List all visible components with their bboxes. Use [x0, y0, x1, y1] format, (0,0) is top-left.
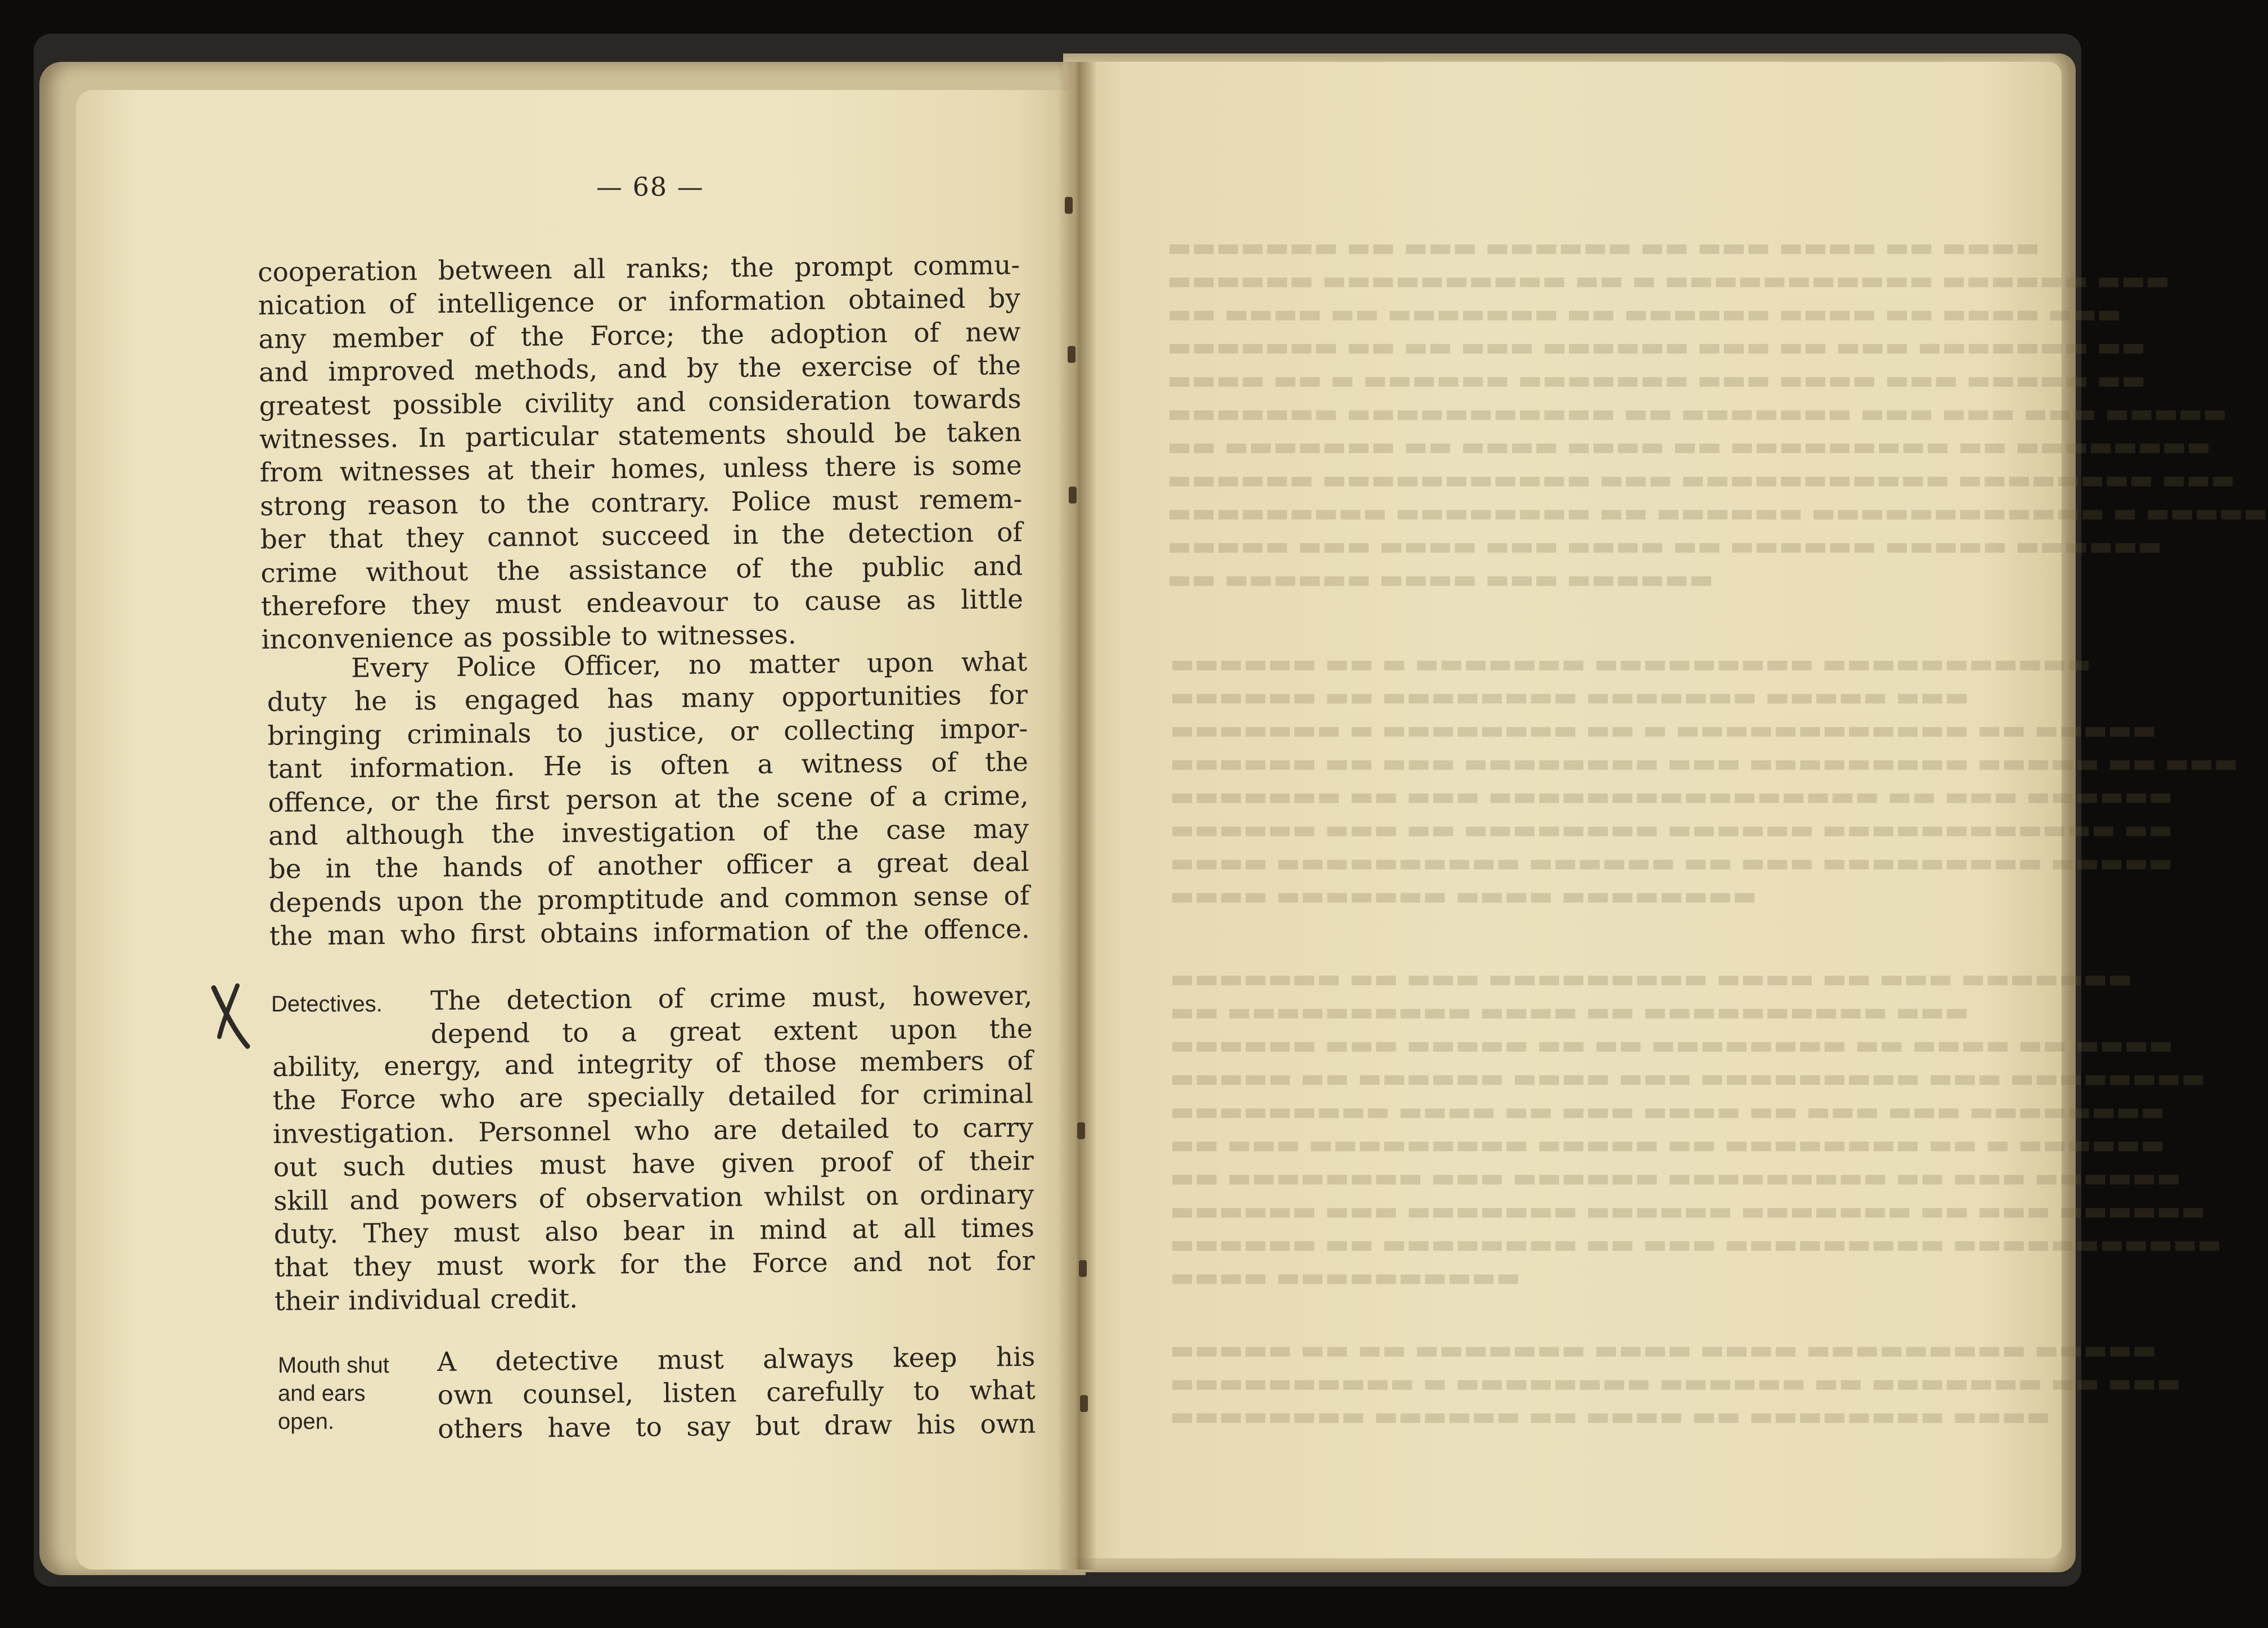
- paragraph-detection-start: [430, 979, 1033, 1051]
- text-line: their individual credit.: [274, 1283, 578, 1317]
- margin-note-line: open.: [278, 1409, 335, 1434]
- text-line: from witnesses at their homes, unless there is some: [259, 450, 1022, 489]
- text-line: therefore they must endeavour to cause as little: [260, 584, 1024, 623]
- text-line: nication of intelligence or information obtained by: [258, 283, 1021, 322]
- margin-note-line: and ears: [278, 1381, 366, 1406]
- text-line: others have to say but draw his own: [438, 1408, 1036, 1445]
- text-line: inconvenience as possible to witnesses.: [261, 619, 796, 656]
- paragraph-cooperation: [258, 249, 1024, 657]
- bleed-through-texture: ▬▬▬▬▬▬▬ ▬▬ ▬▬▬ ▬▬▬▬▬▬▬▬▬ ▬▬▬▬ ▬▬ ▬▬▬ ▬▬▬▬▬▬▬ ▬▬ ▬▬▬▬▬▬▬▬▬▬ ▬▬▬▬ ▬▬ ▬▬▬▬▬▬▬▬▬▬ ▬▬▬ ▬▬▬▬▬▬ ▬▬▬ ▬▬▬▬▬ ▬▬ ▬▬ ▬▬▬▬▬▬▬▬ ▬▬ ▬▬▬▬ ▬▬ ▬▬▬▬ ▬▬▬▬▬ ▬▬ ▬▬▬▬▬▬ ▬▬▬▬ ▬▬▬ ▬▬▬▬▬▬▬▬▬ ▬▬▬ ▬▬▬▬▬▬▬▬ ▬▬▬▬▬▬▬▬▬ ▬▬▬▬ ▬▬ ▬▬▬ ▬▬▬▬ ▬▬ ▬▬▬ ▬▬▬ ▬▬▬▬▬▬▬▬ ▬▬ ▬▬▬ ▬▬▬▬▬▬▬▬▬ ▬▬▬▬▬ ▬▬ ▬▬▬▬▬▬▬▬ ▬▬ ▬ ▬▬▬▬▬▬ ▬▬ ▬▬▬▬▬▬▬▬ ▬▬▬ ▬▬▬▬▬▬ ▬▬▬▬▬▬▬▬▬ ▬▬ ▬▬▬ ▬▬▬▬▬▬ ▬▬▬▬▬▬ ▬▬▬ ▬▬▬▬▬▬▬ ▬▬▬▬▬▬ ▬▬▬▬▬▬▬ ▬▬ ▬▬▬ ▬▬▬▬▬▬ ▬▬▬▬▬▬ ▬▬ ▬▬▬▬▬▬▬▬ ▬▬ ▬▬▬ ▬▬▬▬▬▬▬▬▬ ▬▬▬▬▬▬▬▬▬▬▬ ▬▬▬▬ ▬▬▬▬▬▬▬▬▬▬: [1170, 963, 2222, 1292]
- text-line: Every Police Officer, no matter upon what: [351, 646, 1028, 684]
- text-line: A detective must always keep his: [437, 1341, 1036, 1378]
- text-line: any member of the Force; the adoption of new: [258, 316, 1021, 355]
- binding-stitch: [1065, 197, 1073, 214]
- text-line: witnesses. In particular statements should be taken: [259, 417, 1022, 456]
- bleed-through-texture: ▬▬▬▬▬ ▬▬ ▬▬ ▬▬▬▬▬▬▬ ▬▬▬▬ ▬▬▬▬ ▬▬▬▬▬▬▬▬▬ ▬▬▬▬▬ ▬▬▬▬▬▬▬▬▬▬ ▬ ▬▬▬▬▬▬▬▬ ▬▬▬▬▬▬ ▬▬ ▬▬▬▬▬▬▬ ▬▬ ▬▬▬ ▬▬▬▬▬▬▬▬ ▬▬▬▬▬▬ ▬▬ ▬▬▬▬ ▬▬ ▬▬▬▬▬▬▬▬ ▬▬▬▬: [1170, 1334, 2181, 1431]
- text-line: the man who first obtains information of the offence.: [269, 914, 1030, 952]
- text-line: investigation. Personnel who are detailed to carry: [273, 1112, 1034, 1150]
- bleed-through-texture: ▬▬▬▬▬▬▬ ▬▬ ▬▬▬ ▬▬▬▬▬▬ ▬▬ ▬▬▬ ▬▬▬▬ ▬▬ ▬▬▬▬ ▬▬▬▬▬▬ ▬▬▬▬▬▬▬▬▬▬ ▬▬ ▬ ▬▬▬▬▬▬▬▬▬▬▬ ▬▬▬▬▬▬ ▬▬▬ ▬▬ ▬▬▬▬ ▬▬ ▬▬▬▬▬▬▬ ▬▬ ▬▬▬▬▬▬ ▬▬▬▬ ▬▬ ▬▬▬▬ ▬▬▬ ▬▬▬▬▬▬▬ ▬▬ ▬▬ ▬▬▬ ▬▬▬▬▬▬ ▬▬▬ ▬▬ ▬▬▬ ▬▬▬▬▬▬▬ ▬▬ ▬▬▬▬ ▬▬ ▬ ▬▬▬▬▬▬ ▬▬▬▬▬▬▬ ▬▬▬ ▬▬▬▬ ▬▬▬ ▬▬▬▬▬ ▬▬ ▬▬▬▬▬▬▬ ▬▬▬▬▬▬▬▬▬▬▬ ▬▬ ▬▬▬▬▬▬▬ ▬▬▬ ▬▬▬ ▬▬▬ ▬▬▬▬▬ ▬▬ ▬▬▬▬▬▬▬ ▬▬ ▬▬▬▬ ▬▬▬▬ ▬▬ ▬▬▬▬▬▬▬▬▬ ▬▬ ▬▬▬▬▬▬▬▬ ▬▬▬▬▬▬ ▬▬▬▬▬▬▬▬▬▬▬ ▬▬▬ ▬▬▬▬▬▬▬▬▬▬▬ ▬▬▬▬▬▬▬▬ ▬▬▬ ▬▬▬▬▬▬▬▬▬ ▬▬▬▬▬▬▬▬ ▬▬ ▬▬▬▬▬▬ ▬▬▬▬▬▬▬▬▬▬▬▬ ▬ ▬▬▬▬▬ ▬▬▬▬▬ ▬▬▬ ▬▬▬▬ ▬▬▬ ▬▬▬▬ ▬▬ ▬▬▬▬▬▬ ▬▬▬▬▬ ▬▬▬▬▬▬ ▬▬ ▬▬▬▬▬▬ ▬▬▬▬ ▬▬▬ ▬▬▬▬▬▬: [1167, 232, 2268, 594]
- book-gutter: [1058, 62, 1097, 1569]
- text-line: out such duties must have given proof of their: [273, 1145, 1034, 1184]
- text-line: depends upon the promptitude and common sense of: [269, 880, 1030, 919]
- margin-note-mouth-shut: [278, 1351, 389, 1436]
- text-line: depend to a great extent upon the: [430, 1014, 1033, 1050]
- text-line: The detection of crime must, however,: [430, 980, 1033, 1017]
- paragraph-detective-counsel: [437, 1341, 1036, 1446]
- text-line: tant information. He is often a witness of the: [267, 746, 1029, 785]
- bleed-through-texture: ▬▬▬▬▬▬ ▬▬ ▬ ▬▬▬▬▬▬▬ ▬▬▬▬▬▬▬▬▬ ▬▬▬▬▬▬▬▬▬▬▬ ▬▬▬▬▬▬ ▬▬ ▬▬▬▬▬▬▬▬ ▬▬▬▬▬▬▬ ▬▬▬▬▬ ▬▬▬ ▬▬▬▬▬▬▬ ▬ ▬▬▬▬▬▬▬▬ ▬▬ ▬ ▬▬▬▬▬▬▬▬▬▬▬▬ ▬▬ ▬▬▬▬▬ ▬▬▬▬▬▬ ▬▬ ▬▬▬ ▬▬▬▬▬▬▬▬ ▬▬▬ ▬▬▬▬▬▬▬▬▬ ▬▬▬▬▬ ▬▬ ▬▬▬ ▬▬▬▬▬▬▬ ▬▬ ▬▬▬ ▬▬▬▬▬▬▬▬▬▬▬▬▬▬▬▬ ▬▬ ▬▬▬ ▬▬▬▬▬▬ ▬▬▬▬▬▬ ▬▬▬ ▬▬ ▬▬▬▬▬▬▬▬ ▬▬▬▬▬▬ ▬▬▬▬▬▬▬▬▬▬▬▬ ▬▬ ▬▬▬▬ ▬▬▬▬▬▬▬▬▬▬ ▬▬▬▬▬▬ ▬▬ ▬▬▬ ▬▬▬▬▬▬▬▬▬ ▬▬▬▬▬ ▬▬▬▬ ▬▬▬▬▬▬▬ ▬▬▬▬ ▬▬▬▬▬▬▬▬: [1170, 648, 2238, 911]
- text-line: offence, or the first person at the scene of a crime,: [268, 780, 1029, 819]
- margin-note-line: Mouth shut: [278, 1353, 389, 1378]
- text-line: strong reason to the contrary. Police must remem-: [260, 483, 1023, 522]
- text-line: that they must work for the Force and not for: [274, 1245, 1035, 1284]
- binding-stitch: [1069, 487, 1077, 503]
- text-line: ber that they cannot succeed in the detection of: [260, 517, 1023, 556]
- binding-stitch: [1079, 1260, 1087, 1277]
- page-number: — 68 —: [596, 172, 704, 202]
- text-line: skill and powers of observation whilst on ordinary: [273, 1179, 1034, 1217]
- text-line: bringing criminals to justice, or collecting impor-: [267, 713, 1028, 752]
- text-line: cooperation between all ranks; the prompt commu-: [258, 249, 1020, 288]
- text-line: duty he is engaged has many opportunities for: [267, 680, 1028, 718]
- margin-note-detectives: [271, 990, 382, 1018]
- text-line: crime without the assistance of the public and: [260, 550, 1023, 589]
- text-line: greatest possible civility and consideration towards: [259, 383, 1022, 422]
- pencil-x-mark: [209, 983, 254, 1051]
- margin-note-detectives-label: Detectives.: [271, 992, 382, 1017]
- binding-stitch: [1080, 1395, 1088, 1412]
- text-line: be in the hands of another officer a great deal: [268, 847, 1029, 885]
- binding-stitch: [1068, 346, 1076, 363]
- paragraph-every-police-officer: [267, 645, 1030, 954]
- binding-stitch: [1077, 1122, 1085, 1139]
- text-line: and although the investigation of the case may: [268, 813, 1029, 852]
- text-line: own counsel, listen carefully to what: [437, 1375, 1036, 1411]
- text-line: the Force who are specially detailed for criminal: [272, 1078, 1033, 1117]
- paragraph-detection: [272, 1044, 1035, 1318]
- text-line: and improved methods, and by the exercise of the: [258, 350, 1022, 389]
- text-line: ability, energy, and integrity of those members of: [272, 1045, 1033, 1083]
- text-line: duty. They must also bear in mind at all times: [273, 1212, 1035, 1251]
